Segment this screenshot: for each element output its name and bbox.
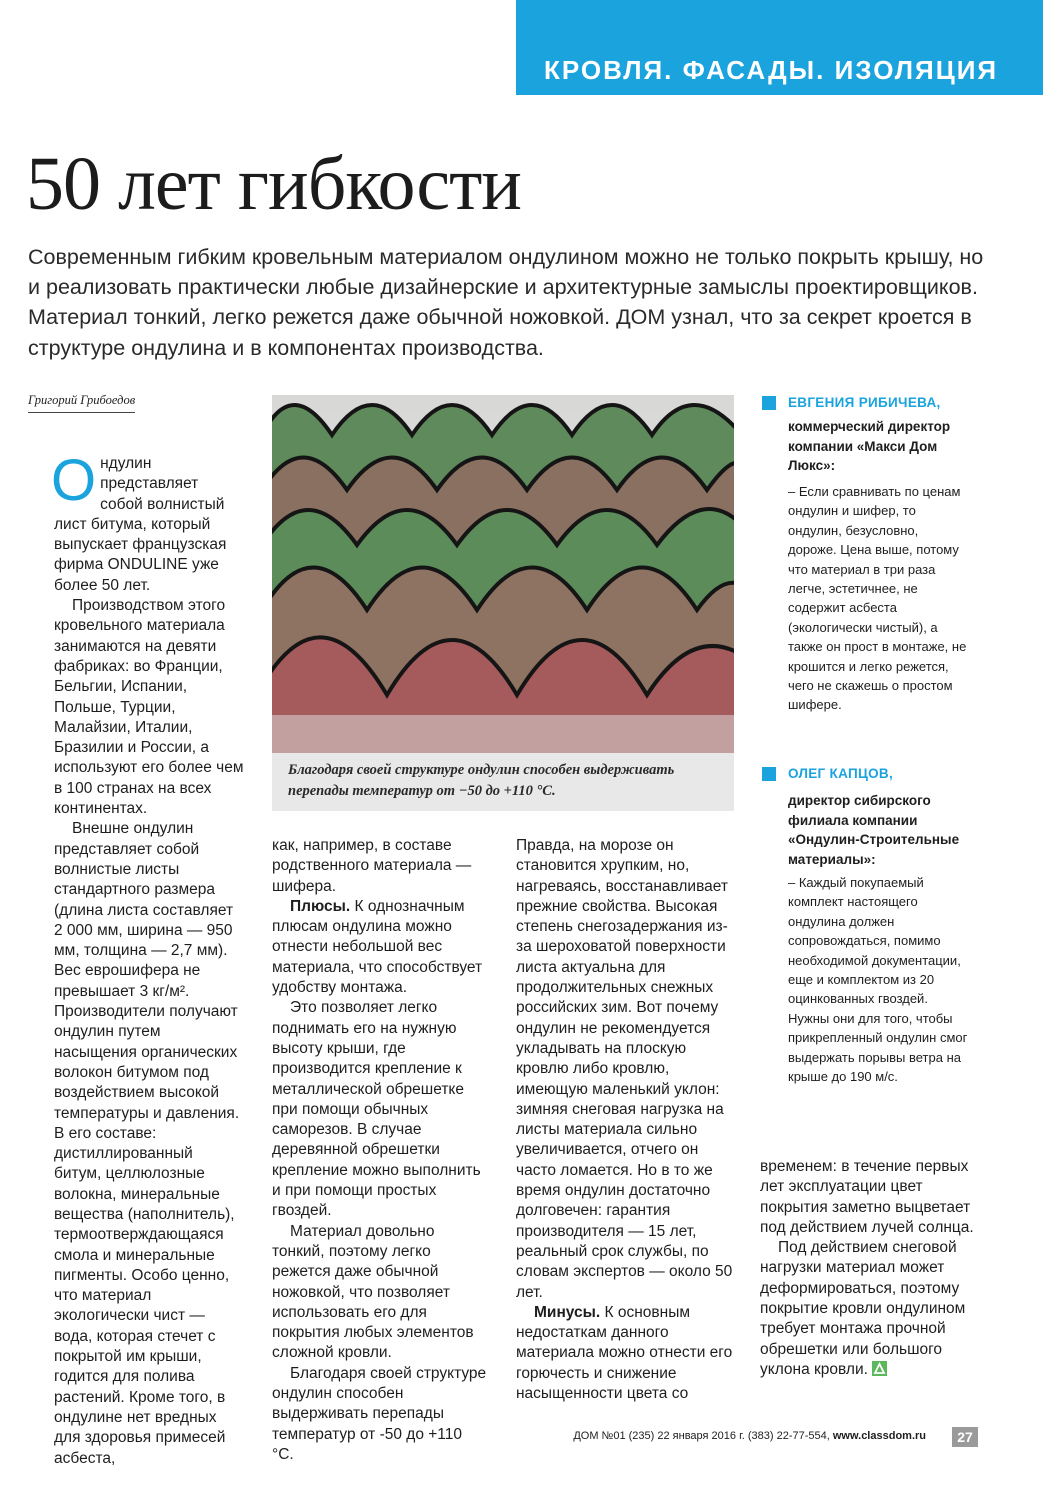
footer-issue-info bbox=[540, 1428, 926, 1444]
paragraph-cutting: Материал довольно тонкий, поэтому легко режется даже обычной ножовкой, что позволяет использовать его для покрытия любых элементов сложной кровли. bbox=[272, 1222, 474, 1362]
quote-2-name: ОЛЕГ КАПЦОВ, bbox=[788, 766, 894, 781]
quote-2-role: директор сибирского филиала компании «Ондулин-Строительные материалы»: bbox=[788, 793, 960, 867]
quote-1-name: ЕВГЕНИЯ РИБИЧЕВА, bbox=[788, 395, 941, 410]
photo-caption: Благодаря своей структуре ондулин способен выдерживать перепады температур от −50 до +110 °С. bbox=[288, 762, 675, 799]
text-column-1 bbox=[51, 448, 244, 1469]
ondulin-sheets-photo bbox=[272, 395, 734, 753]
text-column-3 bbox=[516, 836, 734, 1404]
page-number: 27 bbox=[952, 1427, 978, 1447]
cons-label: Минусы. bbox=[534, 1303, 601, 1321]
paragraph-pros: Плюсы. К однозначным плюсам ондулина можно отнести небольшой вес материала, что способствует удобству монтажа. bbox=[272, 897, 483, 997]
quote-marker-2 bbox=[762, 767, 776, 781]
paragraph-temperature: Благодаря своей структуре ондулин способен выдерживать перепады температур от -50 до +110 °C. bbox=[272, 1364, 487, 1463]
quote-2-text: – Каждый покупаемый комплект настоящего ондулина должен сопровождаться, помимо необходимой документации, еще и комплектом из 20 оцинкованных гвоздей. Нужны они для того, чтобы прикрепленный ондулин смог выдержать порывы ветра на крыше до 190 м/с. bbox=[788, 875, 968, 1085]
pros-label: Плюсы. bbox=[290, 897, 351, 915]
footer-issue: ДОМ №01 (235) 22 января 2016 г. (383) 22-77-554, bbox=[573, 1430, 830, 1442]
paragraph-slate: как, например, в составе родственного материала — шифера. bbox=[272, 837, 472, 895]
article-title: 50 лет гибкости bbox=[26, 142, 521, 226]
paragraph-factories: Производством этого кровельного материала занимаются на девяти фабриках: во Франции, Бельгии, Испании, Польше, Турции, Малайзии, Италии, Бразилии и России, а используют его более чем в 100 странах на всех континентах. bbox=[54, 597, 244, 818]
paragraph-intro: Ондулин представляет собой волнистый лист битума, который выпускает французская фирма ONDULINE уже более 50 лет. bbox=[51, 448, 227, 594]
paragraph-mounting: Это позволяет легко поднимать его на нужную высоту крыши, где производится крепление к металлической обрешетке при помощи обычных саморезов. В случае деревянной обрешетки крепление можно выполнить и при помощи простых гвоздей. bbox=[272, 999, 481, 1220]
section-title: КРОВЛЯ. ФАСАДЫ. ИЗОЛЯЦИЯ bbox=[544, 55, 999, 85]
section-header-band bbox=[516, 0, 1043, 95]
text-column-4 bbox=[760, 1157, 982, 1380]
article-lead: Современным гибким кровельным материалом ондулином можно не только покрыть крышу, но и реализовать практически любые дизайнерские и архитектурные замыслы проектировщиков. Материал тонкий, легко режется даже обычной ножовкой. ДОМ узнал, что за секрет кроется в структуре ондулина и в компонентах производства. bbox=[28, 245, 984, 360]
paragraph-cons: Минусы. К основным недостаткам данного материала можно отнести его горючесть и снижение насыщенности цвета со bbox=[516, 1303, 733, 1403]
ondulin-sheets-illustration bbox=[272, 395, 734, 753]
quote-1-role: коммерческий директор компании «Макси Дом Люкс»: bbox=[788, 419, 951, 473]
footer-site-link[interactable]: www.classdom.ru bbox=[832, 1430, 926, 1442]
drop-cap: О bbox=[51, 448, 97, 513]
quote-1-text: – Если сравнивать по ценам ондулин и шифер, то ондулин, безусловно, дороже. Цена выше, потому что материал в три раза легче, эстетичнее, не содержит асбеста (экологически чистый), а также он прост в монтаже, не крошится и легко режется, чего не скажешь о простом шифере. bbox=[788, 484, 967, 713]
quote-marker-1 bbox=[762, 396, 776, 410]
paragraph-deformation: Под действием снеговой нагрузки материал может деформироваться, поэтому покрытие кровли ондулином требует монтажа прочной обрешетки или большого уклона кровли. bbox=[760, 1239, 966, 1378]
article-end-icon bbox=[872, 1361, 887, 1376]
paragraph-fading: временем: в течение первых лет эксплуатации цвет покрытия заметно выцветает под действием лучей солнца. bbox=[760, 1158, 974, 1236]
text-column-2 bbox=[272, 836, 488, 1465]
paragraph-composition: Внешне ондулин представляет собой волнистые листы стандартного размера (длина листа составляет 2 000 мм, ширина — 950 мм, толщина — 2,7 мм). Вес еврошифера не превышает 3 кг/м². Производители получают ондулин путем насыщения органических волокон битумом под воздействием высокой температуры и давления. В его составе: дистиллированный битум, целлюлозные волокна, минеральные вещества (наполнитель), термоотверждающаяся смола и минеральные пигменты. Особо ценно, что материал экологически чист — вода, которая стечет с покрытой им крыши, годится для полива растений. Кроме того, в ондулине нет вредных для здоровья примесей асбеста, bbox=[54, 820, 240, 1467]
paragraph-frost: Правда, на морозе он становится хрупким, но, нагреваясь, восстанавливает прежние свойства. Высокая степень снегозадержания из-за шероховатой поверхности листа актуальна для продолжительных снежных российских зим. Вот почему ондулин не рекомендуется укладывать на плоскую кровлю либо кровлю, имеющую маленький уклон: зимняя снеговая нагрузка на листы материала сильно увеличивается, отчего он часто ломается. Но в то же время ондулин достаточно долговечен: гарантия производителя — 15 лет, реальный срок службы, по словам экспертов — около 50 лет. bbox=[516, 837, 733, 1301]
author-byline: Григорий Грибоедов bbox=[28, 392, 135, 413]
